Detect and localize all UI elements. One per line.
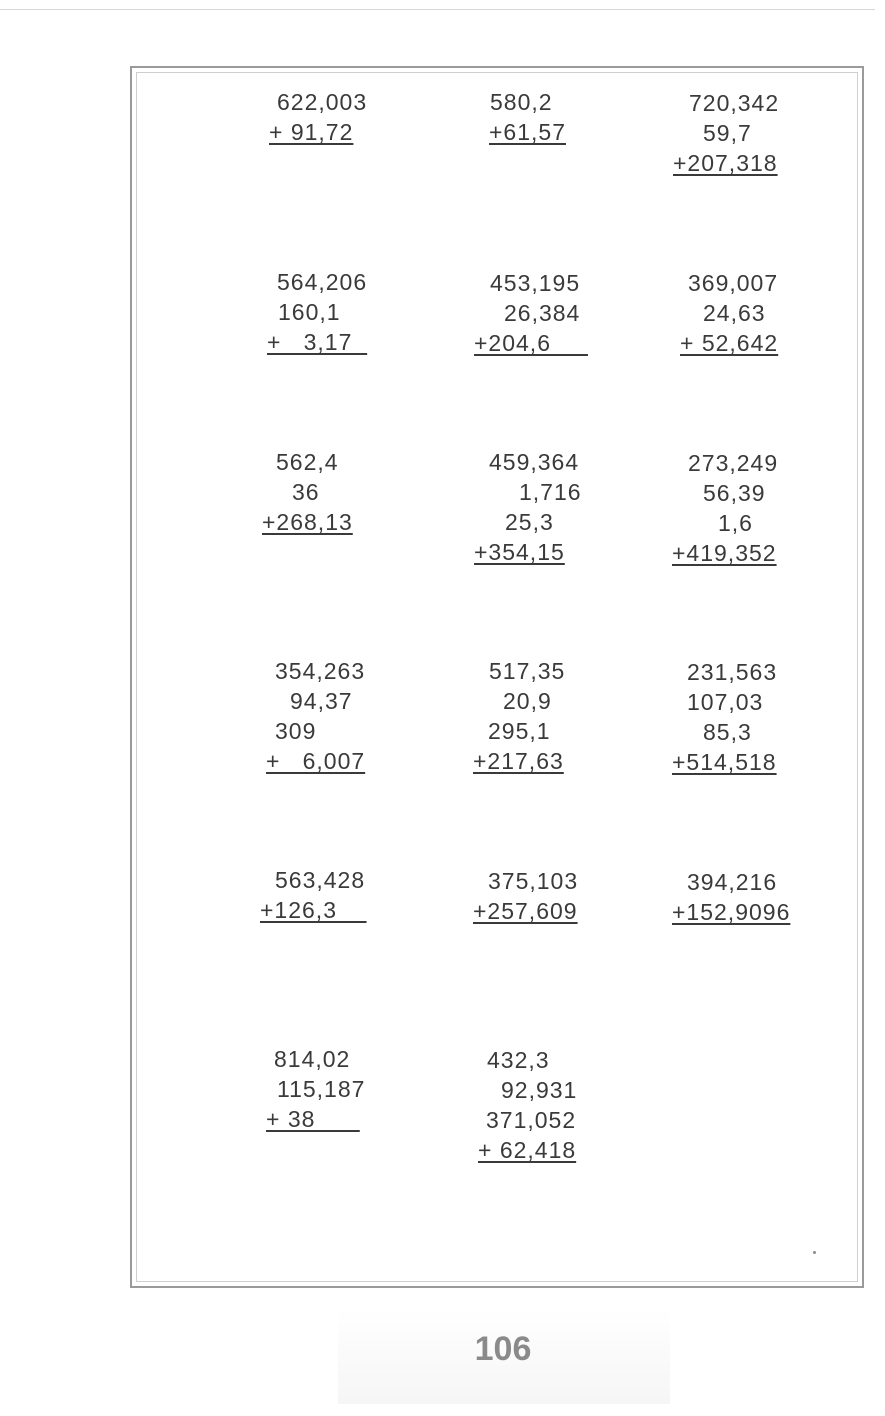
addend: 580,2 (490, 89, 553, 115)
addend: 1,6 (718, 510, 753, 536)
addend-with-plus: + 38 (266, 1106, 360, 1132)
addend: 563,428 (275, 867, 366, 893)
addend: 371,052 (486, 1107, 577, 1133)
addend-with-plus: +419,352 (672, 540, 777, 566)
addend: 562,4 (276, 449, 339, 475)
addend: 20,9 (503, 688, 552, 714)
addend: 160,1 (278, 299, 341, 325)
addend: 92,931 (501, 1077, 578, 1103)
addend-with-plus: + 3,17 (267, 329, 368, 355)
addend: 115,187 (277, 1076, 366, 1102)
addend: 564,206 (277, 269, 368, 295)
addend-with-plus: +61,57 (489, 119, 566, 145)
addend: 25,3 (505, 509, 554, 535)
addend-with-plus: +152,9096 (672, 899, 791, 925)
addend-with-plus: +354,15 (474, 539, 565, 565)
scan-speck (813, 1251, 816, 1254)
addend: 1,716 (519, 479, 582, 505)
addend: 394,216 (687, 869, 778, 895)
addend: 459,364 (489, 449, 580, 475)
addend: 622,003 (277, 89, 368, 115)
addend-with-plus: +217,63 (473, 748, 564, 774)
addend: 369,007 (688, 270, 779, 296)
addend: 432,3 (487, 1047, 550, 1073)
addend-with-plus: +207,318 (673, 150, 778, 176)
addend-with-plus: +268,13 (262, 509, 353, 535)
addend: 517,35 (489, 658, 566, 684)
addend: 453,195 (490, 270, 581, 296)
addend: 295,1 (488, 718, 551, 744)
addend-with-plus: +257,609 (473, 898, 578, 924)
top-rule (0, 9, 875, 10)
addend: 720,342 (689, 90, 780, 116)
addend-with-plus: +514,518 (672, 749, 777, 775)
addend: 375,103 (488, 868, 579, 894)
addend: 107,03 (687, 689, 764, 715)
addend: 24,63 (703, 300, 766, 326)
addend: 59,7 (703, 120, 752, 146)
addend: 354,263 (275, 658, 366, 684)
addend: 85,3 (703, 719, 752, 745)
page-number: 106 (474, 1330, 532, 1368)
addend-with-plus: +126,3 (260, 897, 367, 923)
addend: 309 (275, 718, 317, 744)
addend: 273,249 (688, 450, 779, 476)
addend-with-plus: + 62,418 (478, 1137, 577, 1163)
addend-with-plus: + 6,007 (266, 748, 366, 774)
addend: 231,563 (687, 659, 778, 685)
addend-with-plus: + 91,72 (269, 119, 354, 145)
addend-with-plus: + 52,642 (680, 330, 779, 356)
addend: 814,02 (274, 1046, 351, 1072)
addend: 94,37 (290, 688, 353, 714)
addend: 26,384 (504, 300, 581, 326)
addend: 56,39 (703, 480, 766, 506)
addend: 36 (292, 479, 320, 505)
addend-with-plus: +204,6 (474, 330, 588, 356)
